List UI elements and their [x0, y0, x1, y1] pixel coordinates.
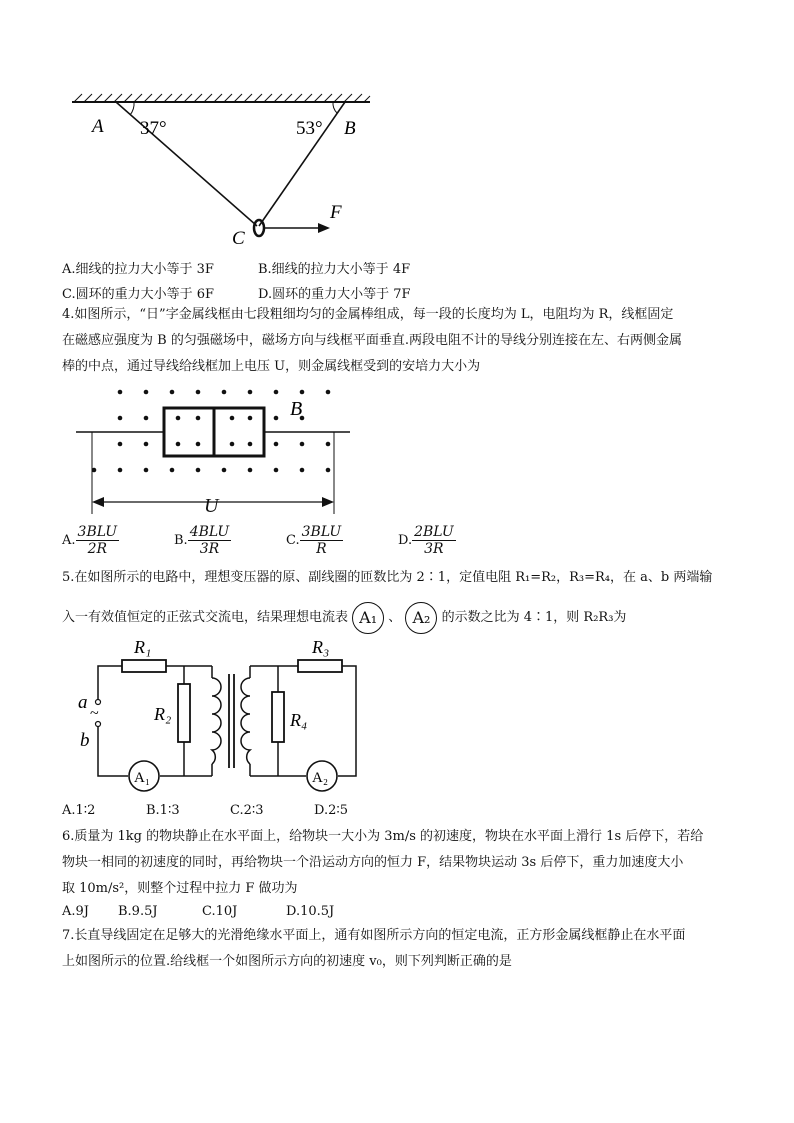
q6-option-c: C.10J — [202, 904, 238, 919]
frame-in-field-figure — [72, 380, 362, 520]
q6-stem — [62, 824, 734, 902]
svg-text:a: a — [78, 692, 88, 713]
q6-option-d: D.10.5J — [286, 904, 335, 919]
q6-line-1: 6.质量为 1kg 的物块静止在水平面上，给物块一大小为 3m/s 的初速度，物块在水平面上滑行 1s 后停下，若给 — [62, 829, 704, 844]
svg-text:R₃: R₃ — [312, 637, 330, 657]
ring — [254, 220, 264, 236]
ammeter-a1-inline: A₁ — [352, 602, 384, 634]
q7-line-2: 上如图所示的位置.给线框一个如图所示方向的初速度 v₀，则下列判断正确的是 — [62, 954, 512, 969]
q4-option-b: B. $\frac{\text{4BLU}}{3R}$ — [174, 524, 230, 557]
label-f: F — [330, 202, 342, 223]
svg-text:R₄: R₄ — [290, 710, 308, 730]
label-u: U — [204, 495, 219, 517]
q5-option-b: B.1∶3 — [146, 803, 180, 818]
q4-option-d: D. $\frac{\text{2BLU}}{3R}$ — [398, 524, 454, 557]
q6-line-3: 取 10m/s²，则整个过程中拉力 F 做功为 — [62, 881, 298, 896]
string-ac — [116, 102, 257, 226]
label-b: B — [344, 118, 356, 139]
q3-option-c: C.圆环的重力大小等于 6F — [62, 287, 215, 302]
resistor-r3 — [298, 660, 342, 672]
q4-option-c: C. $\frac{\text{3BLU}}{R}$ — [286, 524, 342, 557]
q6-line-2: 物块一相同的初速度的同时，再给物块一个沿运动方向的恒力 F，结果物块运动 3s 后停下，重力加速度大小 — [62, 855, 684, 870]
q3-option-b: B.细线的拉力大小等于 4F — [258, 262, 411, 277]
svg-text:A₁: A₁ — [134, 770, 151, 786]
q4-option-a: A. $\frac{\text{3BLU}}{2R}$ — [62, 524, 118, 557]
svg-text:~: ~ — [90, 705, 99, 722]
q7-line-1: 7.长直导线固定在足够大的光滑绝缘水平面上，通有如图所示方向的恒定电流，正方形金属线框静止在水平面 — [62, 928, 686, 943]
label-c: C — [232, 228, 245, 249]
q3-option-a: A.细线的拉力大小等于 3F — [62, 262, 214, 277]
svg-text:R₂: R₂ — [154, 704, 172, 724]
svg-text:A₂: A₂ — [312, 770, 329, 786]
ammeter-a2-inline: A₂ — [405, 602, 437, 634]
transformer-circuit-figure — [72, 636, 362, 796]
q5-line-1: 5.在如图所示的电路中，理想变压器的原、副线圈的匝数比为 2∶1，定值电阻 R₁=R₂，R₃=R₄，在 a、b 两端输 — [62, 570, 713, 585]
q6-option-a: A.9J — [62, 904, 90, 919]
resistor-r1 — [122, 660, 166, 672]
resistor-r4 — [272, 692, 284, 742]
svg-text:b: b — [80, 730, 90, 751]
q7-stem — [62, 923, 734, 975]
label-b-field: B — [290, 398, 303, 420]
q5-option-a: A.1∶2 — [62, 803, 96, 818]
q3-option-d: D.圆环的重力大小等于 7F — [258, 287, 411, 302]
angle-37: 37° — [140, 118, 167, 139]
angle-53: 53° — [296, 118, 323, 139]
q5-option-c: C.2∶3 — [230, 803, 264, 818]
q4-line-2: 在磁感应强度为 B 的匀强磁场中，磁场方向与线框平面垂直.两段电阻不计的导线分别连接在左、右两侧金属 — [62, 333, 682, 348]
q4-line-1: 4.如图所示，“日”字金属线框由七段粗细均匀的金属棒组成，每一段的长度均为 L，电阻均为 R，线框固定 — [62, 307, 674, 322]
q5-line-2: 入一有效值恒定的正弦式交流电，结果理想电流表 A₁ 、 A₂ 的示数之比为 4∶1，则 R₂R₃为 — [62, 598, 626, 638]
svg-text:R₁: R₁ — [134, 637, 152, 657]
resistor-r2 — [178, 684, 190, 742]
q5-option-d: D.2∶5 — [314, 803, 349, 818]
q4-stem — [62, 302, 734, 380]
q6-option-b: B.9.5J — [118, 904, 158, 919]
hanging-ring-figure — [60, 92, 380, 252]
label-a: A — [92, 116, 104, 137]
q4-line-3: 棒的中点，通过导线给线框加上电压 U，则金属线框受到的安培力大小为 — [62, 359, 481, 374]
